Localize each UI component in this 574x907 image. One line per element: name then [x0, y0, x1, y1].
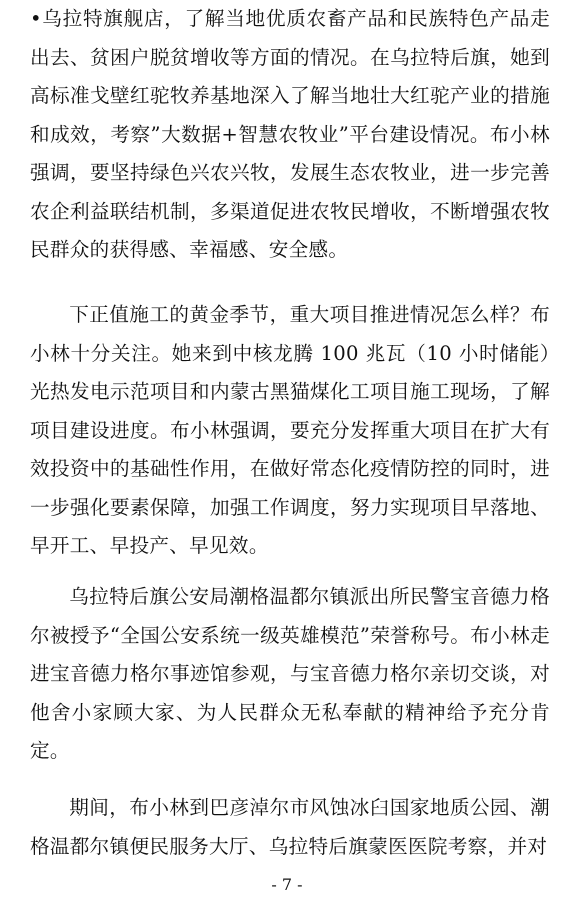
page-number: - 7 - [271, 875, 303, 894]
paragraph-2: 下正值施工的黄金季节，重大项目推进情况怎么样？布小林十分关注。她来到中核龙腾 100 兆瓦（10 小时储能）光热发电示范项目和内蒙古黑猫煤化工项目施工现场，了解项目建设进度。布小林强调，要充分发挥重大项目在扩大有效投资中的基础性作用，在做好常态化疫情防控的同时，进一步强化要素保障，加强工作调度，努力实现项目早落地、早开工、早投产、早见效。 [30, 303, 550, 557]
paragraph-3: 乌拉特后旗公安局潮格温都尔镇派出所民警宝音德力格尔被授予“全国公安系统一级英雄模范”荣誉称号。布小林走进宝音德力格尔事迹馆参观，与宝音德力格尔亲切交谈，对他舍小家顾大家、为人民群众无私奉献的精神给予充分肯定。 [30, 585, 550, 762]
paragraph-1: •乌拉特旗舰店，了解当地优质农畜产品和民族特色产品走出去、贫困户脱贫增收等方面的情况。在乌拉特后旗，她到高标准戈壁红驼牧养基地深入了解当地壮大红驼产业的措施和成效，考察”大数据+智慧农牧业”平台建设情况。布小林强调，要坚持绿色兴农兴牧，发展生态农牧业，进一步完善农企利益联结机制，多渠道促进农牧民增收，不断增强农牧民群众的获得感、幸福感、安全感。 [30, 7, 550, 261]
paragraph-4: 期间，布小林到巴彦淖尔市风蚀冰臼国家地质公园、潮格温都尔镇便民服务大厅、乌拉特后旗蒙医医院考察，并对 [30, 796, 550, 858]
